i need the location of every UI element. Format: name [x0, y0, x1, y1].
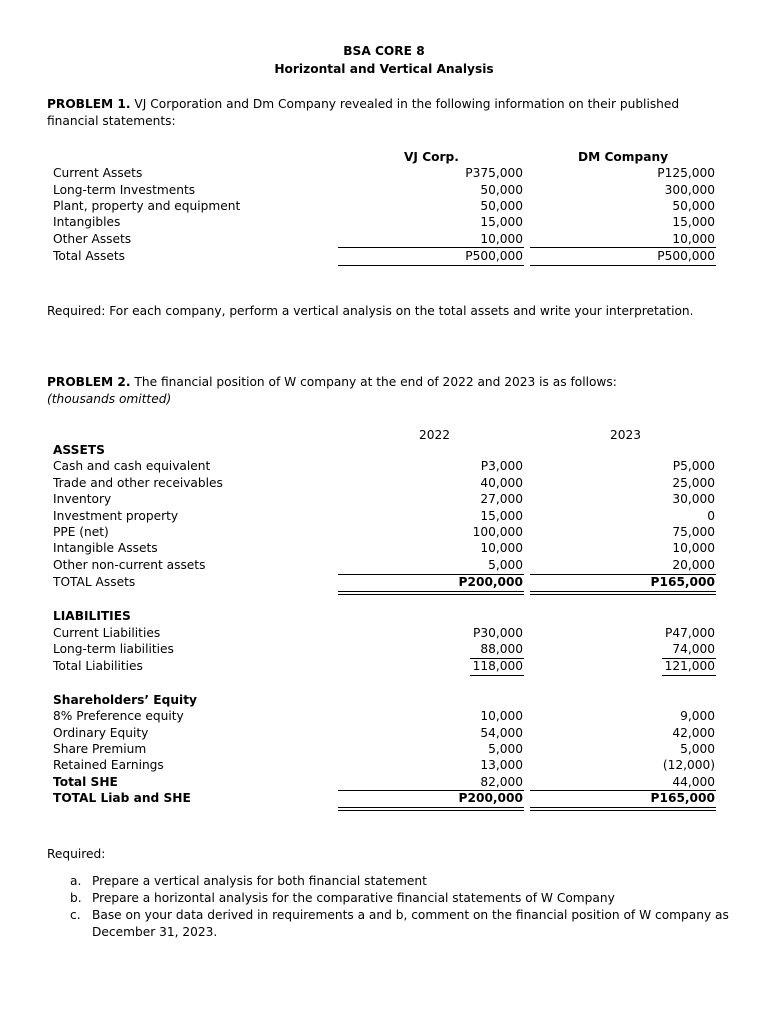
- table-row-label: Share Premium: [53, 742, 147, 756]
- table-row-label: Long-term Investments: [53, 183, 196, 197]
- table-cell: 30,000: [672, 492, 715, 506]
- total-double-rule: [530, 807, 716, 811]
- table-cell: 10,000: [672, 541, 715, 555]
- section-header-assets: ASSETS: [53, 443, 105, 457]
- table-cell: (12,000): [662, 758, 715, 772]
- problem1-col1-header: VJ Corp.: [404, 150, 459, 164]
- total-rule: [530, 265, 716, 266]
- table-row-label: Other Assets: [53, 232, 132, 246]
- table-row-label: Retained Earnings: [53, 758, 164, 772]
- document-title: BSA CORE 8: [343, 44, 425, 58]
- table-row-label: Total Assets: [53, 249, 125, 263]
- list-item: [70, 873, 730, 890]
- total-rule: [470, 675, 524, 676]
- table-row-label: PPE (net): [53, 525, 109, 539]
- problem2-required-list: [70, 873, 730, 941]
- section-header-liabilities: LIABILITIES: [53, 609, 131, 623]
- table-cell: P165,000: [650, 791, 715, 805]
- problem2-required-label: Required:: [47, 847, 106, 861]
- table-cell: 50,000: [672, 199, 715, 213]
- table-cell: 25,000: [672, 476, 715, 490]
- list-marker: b.: [70, 891, 82, 905]
- table-cell: P3,000: [480, 459, 523, 473]
- table-cell: P5,000: [672, 459, 715, 473]
- problem1-statement: [47, 96, 707, 130]
- table-cell: 88,000: [480, 642, 523, 656]
- table-cell: 10,000: [480, 232, 523, 246]
- table-cell: 118,000: [472, 659, 523, 673]
- total-double-rule: [530, 591, 716, 595]
- table-row-label: Ordinary Equity: [53, 726, 149, 740]
- table-cell: 42,000: [672, 726, 715, 740]
- subtotal-rule: [338, 247, 524, 248]
- table-cell: 50,000: [480, 199, 523, 213]
- table-row-label: Current Assets: [53, 166, 143, 180]
- table-cell: 13,000: [480, 758, 523, 772]
- problem2-col1-header: 2022: [419, 428, 451, 442]
- problem1-label: PROBLEM 1.: [47, 97, 131, 111]
- table-cell: 20,000: [672, 558, 715, 572]
- table-cell: 10,000: [480, 709, 523, 723]
- problem1-col2-header: DM Company: [578, 150, 669, 164]
- table-cell: P165,000: [650, 575, 715, 589]
- list-item-text: Base on your data derived in requirements a and b, comment on the financial position of W company as December 31, 2023.: [92, 908, 729, 939]
- table-cell: 82,000: [480, 775, 523, 789]
- table-cell: P375,000: [465, 166, 523, 180]
- table-cell: 27,000: [480, 492, 523, 506]
- table-row-label: Current Liabilities: [53, 626, 161, 640]
- table-row-label: Total SHE: [53, 775, 118, 789]
- problem2-statement: [47, 374, 707, 391]
- list-marker: c.: [70, 908, 81, 922]
- table-cell: P125,000: [657, 166, 715, 180]
- table-cell: 5,000: [488, 742, 523, 756]
- table-cell: 121,000: [664, 659, 715, 673]
- table-cell: P500,000: [465, 249, 523, 263]
- total-double-rule: [338, 591, 524, 595]
- table-row-label: Plant, property and equipment: [53, 199, 241, 213]
- table-row-label: Inventory: [53, 492, 112, 506]
- table-cell: 54,000: [480, 726, 523, 740]
- table-cell: 10,000: [480, 541, 523, 555]
- table-row-label: Intangible Assets: [53, 541, 158, 555]
- table-cell: P200,000: [458, 575, 523, 589]
- table-cell: P47,000: [665, 626, 715, 640]
- table-row-label: Cash and cash equivalent: [53, 459, 211, 473]
- list-item-text: Prepare a horizontal analysis for the comparative financial statements of W Company: [92, 891, 615, 905]
- list-item: [70, 890, 730, 907]
- table-cell: 5,000: [488, 558, 523, 572]
- table-cell: 5,000: [680, 742, 715, 756]
- total-rule: [662, 675, 716, 676]
- problem2-note: (thousands omitted): [47, 392, 172, 406]
- table-cell: 15,000: [480, 215, 523, 229]
- table-cell: 40,000: [480, 476, 523, 490]
- problem2-text: The financial position of W company at the end of 2022 and 2023 is as follows:: [130, 375, 617, 389]
- document-subtitle: Horizontal and Vertical Analysis: [274, 62, 494, 76]
- total-rule: [338, 265, 524, 266]
- table-row-label: 8% Preference equity: [53, 709, 184, 723]
- section-header-equity: Shareholders’ Equity: [53, 693, 197, 707]
- table-cell: 300,000: [664, 183, 715, 197]
- table-cell: 50,000: [480, 183, 523, 197]
- table-row-label: Total Liabilities: [53, 659, 143, 673]
- table-cell: 9,000: [680, 709, 715, 723]
- table-cell: 0: [707, 509, 715, 523]
- list-marker: a.: [70, 874, 82, 888]
- table-row-label: Other non-current assets: [53, 558, 206, 572]
- table-cell: P30,000: [473, 626, 523, 640]
- table-cell: 10,000: [672, 232, 715, 246]
- table-row-label: Trade and other receivables: [53, 476, 223, 490]
- table-cell: 15,000: [672, 215, 715, 229]
- problem1-required: Required: For each company, perform a vertical analysis on the total assets and write your interpretation.: [47, 304, 694, 318]
- table-cell: 74,000: [672, 642, 715, 656]
- table-cell: 75,000: [672, 525, 715, 539]
- table-row-label: Investment property: [53, 509, 179, 523]
- subtotal-rule: [530, 247, 716, 248]
- table-row-label: Long-term liabilities: [53, 642, 174, 656]
- list-item-text: Prepare a vertical analysis for both financial statement: [92, 874, 427, 888]
- table-row-label: TOTAL Liab and SHE: [53, 791, 191, 805]
- table-cell: P200,000: [458, 791, 523, 805]
- total-double-rule: [338, 807, 524, 811]
- table-cell: 44,000: [672, 775, 715, 789]
- table-row-label: Intangibles: [53, 215, 121, 229]
- table-cell: 15,000: [480, 509, 523, 523]
- table-cell: 100,000: [472, 525, 523, 539]
- problem2-label: PROBLEM 2.: [47, 375, 131, 389]
- problem2-col2-header: 2023: [610, 428, 642, 442]
- list-item: [70, 907, 730, 941]
- table-cell: P500,000: [657, 249, 715, 263]
- table-row-label: TOTAL Assets: [53, 575, 136, 589]
- problem1-text: VJ Corporation and Dm Company revealed in the following information on their published financial statements:: [47, 97, 680, 128]
